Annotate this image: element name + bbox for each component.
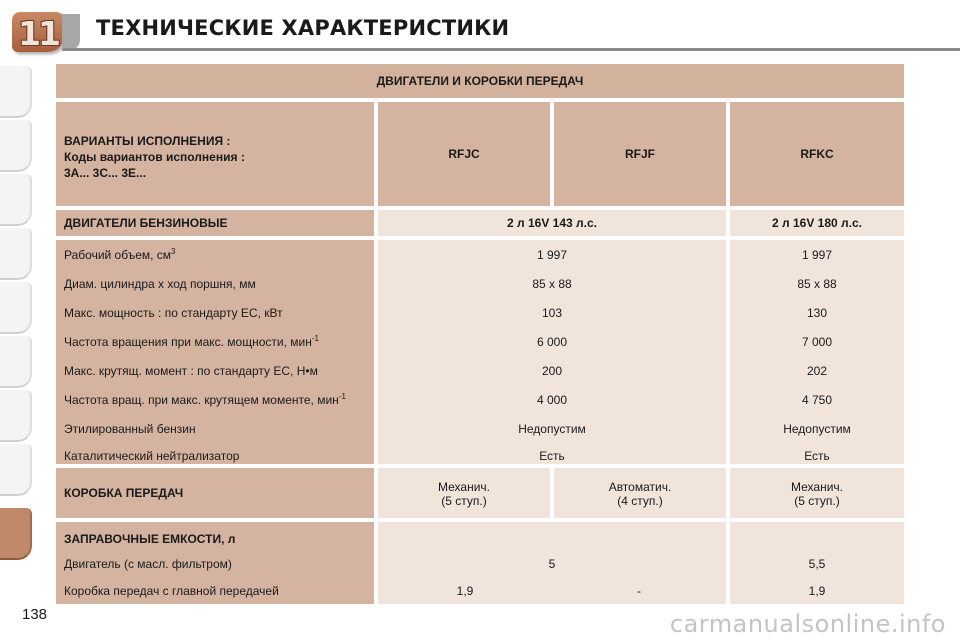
spec-a-bore-stroke: 85 x 88: [532, 277, 572, 291]
header-tab-decoration: [62, 14, 80, 50]
spec-b-displacement: 1 997: [801, 248, 833, 262]
spec-a-torque-rpm: 4 000: [536, 393, 568, 407]
specs-engine-a-column: [378, 240, 726, 464]
variants-label-2: Коды вариантов исполнения :: [64, 150, 245, 164]
side-tab-8[interactable]: [0, 444, 32, 496]
spec-label-bore-stroke: Диам. цилиндра х ход поршня, мм: [64, 277, 256, 291]
spec-b-leaded-fuel: Недопустим: [783, 422, 851, 436]
engine-b-cell: [730, 210, 904, 236]
spec-label-power-rpm: Частота вращения при макс. мощности, мин$^{-1}$: [64, 334, 319, 349]
side-tab-active[interactable]: [0, 508, 32, 560]
gearbox-oil-label: Коробка передач с главной передачей: [64, 584, 279, 598]
engine-oil-b: 5,5: [808, 557, 826, 571]
engines-heading-cell: [56, 210, 374, 236]
side-tab-1[interactable]: [0, 66, 32, 118]
section-title: ДВИГАТЕЛИ И КОРОБКИ ПЕРЕДАЧ: [56, 64, 904, 98]
side-tab-2[interactable]: [0, 120, 32, 172]
spec-label-catalyst: Каталитический нейтрализатор: [64, 449, 240, 463]
code-cell-3: [730, 102, 904, 206]
capacities-engine-a-column: [378, 522, 726, 604]
spec-label-displacement: Рабочий объем, $см^3$: [64, 247, 176, 262]
capacities-engine-b-column: [730, 522, 904, 604]
gearbox-2-speeds: (4 ступ.): [617, 494, 663, 508]
gearbox-oil-1: 1,9: [456, 584, 474, 598]
gearbox-oil-3: 1,9: [808, 584, 826, 598]
spec-label-max-power: Макс. мощность : по стандарту ЕС, кВт: [64, 306, 283, 320]
engine-a-cell: [378, 210, 726, 236]
engine-a-title: 2 л 16V 143 л.с.: [507, 216, 597, 230]
spec-a-power-rpm: 6 000: [536, 335, 568, 349]
spec-b-bore-stroke: 85 x 88: [797, 277, 837, 291]
variants-label-3: 3A... 3C... 3E...: [64, 166, 147, 180]
spec-b-power-rpm: 7 000: [801, 335, 833, 349]
spec-label-max-torque: Макс. крутящ. момент : по стандарту ЕС, Н•м: [64, 364, 318, 378]
gearbox-cell-3: [730, 468, 904, 518]
code-cell-1: [378, 102, 550, 206]
gearbox-cell-2: [554, 468, 726, 518]
spec-a-max-power: 103: [541, 306, 563, 320]
spec-b-catalyst: Есть: [804, 449, 830, 463]
spec-b-max-torque: 202: [806, 364, 828, 378]
header-divider: [62, 48, 960, 51]
gearbox-2-type: Автоматич.: [608, 480, 672, 494]
specs-label-column: [56, 240, 374, 464]
side-tab-3[interactable]: [0, 174, 32, 226]
code-rfkc: RFKC: [800, 147, 834, 161]
spec-a-leaded-fuel: Недопустим: [518, 422, 586, 436]
side-tab-4[interactable]: [0, 228, 32, 280]
spec-a-catalyst: Есть: [539, 449, 565, 463]
engine-oil-label: Двигатель (с масл. фильтром): [64, 557, 232, 571]
side-tab-5[interactable]: [0, 282, 32, 334]
gearbox-1-speeds: (5 ступ.): [441, 494, 487, 508]
engine-oil-a: 5: [548, 557, 556, 571]
gearbox-oil-2: -: [637, 584, 641, 598]
spec-b-torque-rpm: 4 750: [801, 393, 833, 407]
variants-label-1: ВАРИАНТЫ ИСПОЛНЕНИЯ :: [64, 134, 231, 148]
spec-a-displacement: 1 997: [536, 248, 568, 262]
code-rfjc: RFJC: [448, 147, 480, 161]
chapter-number: 11: [18, 14, 58, 53]
side-tab-7[interactable]: [0, 390, 32, 442]
capacities-heading: ЗАПРАВОЧНЫЕ ЕМКОСТИ, л: [64, 532, 236, 546]
gearbox-heading: КОРОБКА ПЕРЕДАЧ: [64, 486, 184, 500]
spec-label-torque-rpm: Частота вращ. при макс. крутящем моменте, мин$^{-1}$: [64, 392, 346, 407]
gearbox-heading-cell: [56, 468, 374, 518]
page-title: ТЕХНИЧЕСКИЕ ХАРАКТЕРИСТИКИ: [96, 16, 510, 40]
page-number: 138: [22, 606, 48, 623]
chapter-badge: [12, 12, 64, 52]
capacities-label-column: [56, 522, 374, 604]
specs-engine-b-column: [730, 240, 904, 464]
gearbox-cell-1: [378, 468, 550, 518]
code-cell-2: [554, 102, 726, 206]
engine-b-title: 2 л 16V 180 л.с.: [772, 216, 862, 230]
gearbox-3-speeds: (5 ступ.): [794, 494, 840, 508]
side-tab-6[interactable]: [0, 336, 32, 388]
gearbox-1-type: Механич.: [438, 480, 490, 494]
spec-b-max-power: 130: [806, 306, 828, 320]
spec-label-leaded-fuel: Этилированный бензин: [64, 422, 196, 436]
watermark: carmanualsonline.info: [669, 610, 946, 638]
engines-heading: ДВИГАТЕЛИ БЕНЗИНОВЫЕ: [64, 216, 228, 230]
spec-a-max-torque: 200: [541, 364, 563, 378]
gearbox-3-type: Механич.: [791, 480, 843, 494]
variants-label-cell: [56, 102, 374, 206]
code-rfjf: RFJF: [625, 147, 655, 161]
